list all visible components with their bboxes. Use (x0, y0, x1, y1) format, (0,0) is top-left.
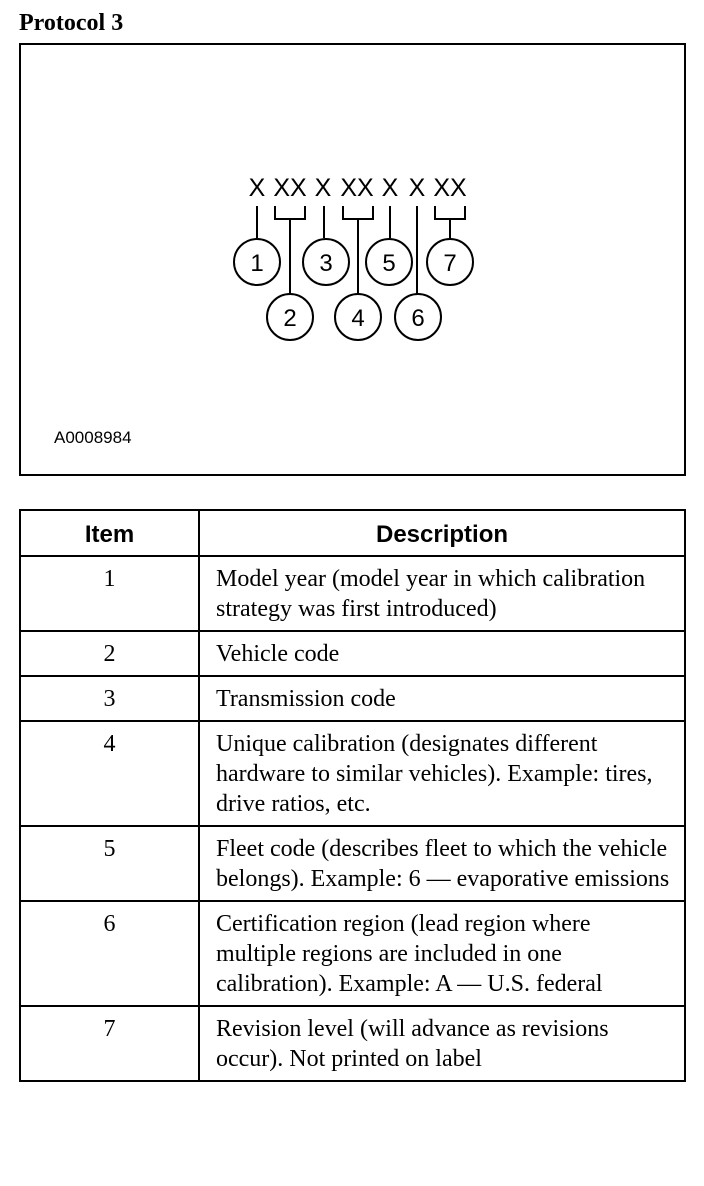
code-diagram-svg (21, 45, 684, 474)
code-group-6: X (408, 174, 426, 202)
item-number: 2 (20, 631, 199, 676)
callout-4: 4 (351, 305, 365, 332)
callout-1: 1 (250, 250, 264, 277)
item-description: Unique calibration (designates different hardware to similar vehicles). Example: tires, drive ratios, etc. (199, 721, 685, 826)
figure-id: A0008984 (54, 428, 132, 447)
code-group-1: X (248, 174, 266, 202)
callout-7: 7 (443, 250, 457, 277)
table-row (20, 1006, 685, 1081)
item-number: 5 (20, 826, 199, 901)
item-number: 7 (20, 1006, 199, 1081)
code-group-5: X (381, 174, 399, 202)
callout-6: 6 (411, 305, 425, 332)
callout-2: 2 (283, 305, 297, 332)
column-header-item: Item (20, 510, 199, 556)
item-description: Certification region (lead region where multiple regions are included in one calibration). Example: A — U.S. federal (199, 901, 685, 1006)
table-row (20, 676, 685, 721)
legend-table (19, 509, 686, 1082)
item-number: 1 (20, 556, 199, 631)
item-description: Fleet code (describes fleet to which the vehicle belongs). Example: 6 — evaporative emissions (199, 826, 685, 901)
callout-5: 5 (382, 250, 396, 277)
table-header-row (20, 510, 685, 556)
table-row (20, 556, 685, 631)
table-row (20, 631, 685, 676)
item-description: Model year (model year in which calibration strategy was first introduced) (199, 556, 685, 631)
item-description: Revision level (will advance as revisions occur). Not printed on label (199, 1006, 685, 1081)
code-diagram (19, 43, 686, 476)
item-description: Vehicle code (199, 631, 685, 676)
item-number: 6 (20, 901, 199, 1006)
callout-3: 3 (319, 250, 333, 277)
page-title: Protocol 3 (19, 10, 124, 36)
code-group-7: XX (433, 174, 467, 202)
code-group-3: X (314, 174, 332, 202)
item-description: Transmission code (199, 676, 685, 721)
code-group-2: XX (273, 174, 307, 202)
column-header-description: Description (199, 510, 685, 556)
item-number: 4 (20, 721, 199, 826)
code-group-4: XX (340, 174, 374, 202)
table-row (20, 901, 685, 1006)
item-number: 3 (20, 676, 199, 721)
table-row (20, 721, 685, 826)
table-row (20, 826, 685, 901)
